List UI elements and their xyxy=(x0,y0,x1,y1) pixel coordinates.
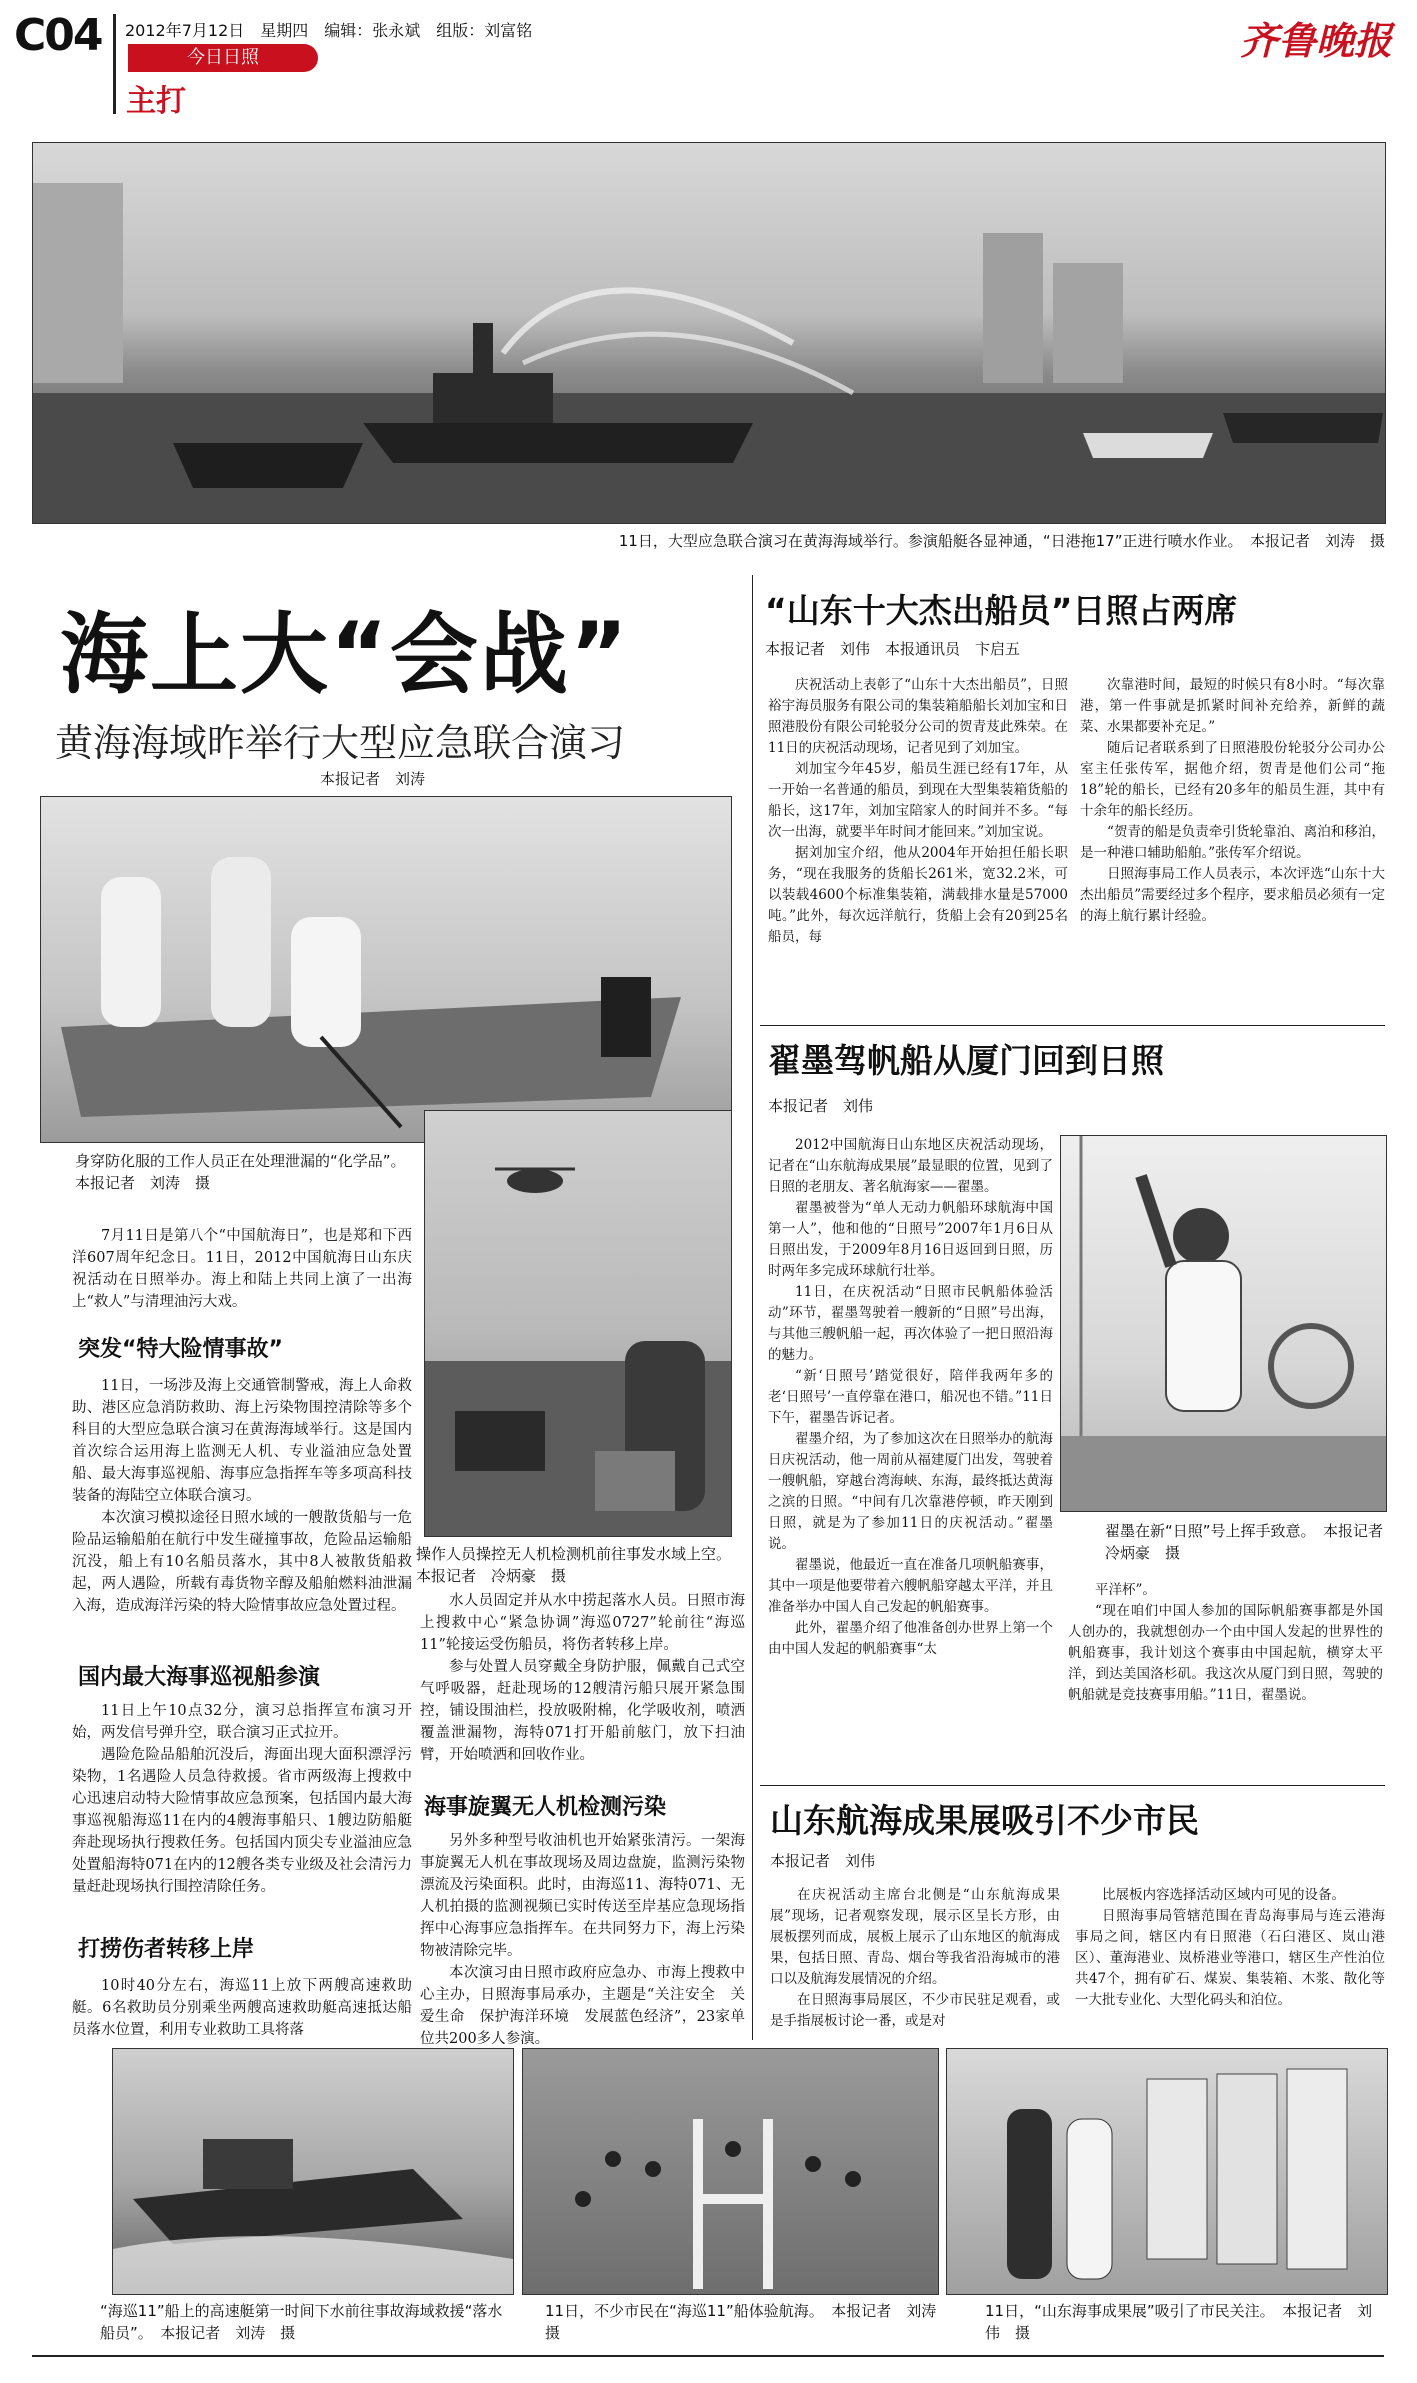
main-intro: 7月11日是第八个“中国航海日”，也是郑和下西洋607周年纪念日。11日，2012中国航海日山东庆祝活动在日照举办。海上和陆上共同上演了一出海上“救人”与清理油污大戏。 xyxy=(72,1228,412,1310)
section-badge: 今日日照 xyxy=(128,44,318,72)
paragraph: 遇险危险品船舶沉没后，海面出现大面积漂浮污染物，1名遇险人员急待救援。省市两级海上搜救中心迅速启动特大险情事故应急预案，包括国内最大海事巡视船海巡11在内的4艘海事船只、1艘边防船艇奔赴现场执行搜救任务。包括国内顶尖专业溢油应急处置船海特071在内的12艘各类专业级及社会清污力量赶赴现场执行围控清除任务。 xyxy=(72,1747,412,1895)
page-code: C04 xyxy=(14,10,102,61)
paragraph: 庆祝活动上表彰了“山东十大杰出船员”，日照裕宇海员服务有限公司的集装箱船船长刘加宝和日照港股份有限公司轮驳分公司的贺青芨此殊荣。在11日的庆祝活动现场，记者见到了刘加宝。 xyxy=(768,677,1068,756)
date-line: 2012年7月12日 星期四 编辑：张永斌 组版：刘富铭 xyxy=(125,21,533,40)
story3-headline: 翟墨驾帆船从厦门回到日照 xyxy=(768,1041,1164,1080)
main-section3-body xyxy=(72,1975,412,2041)
paragraph: 比展板内容选择活动区域内可见的设备。 xyxy=(1102,1887,1345,1903)
story2-byline: 本报记者 刘伟 本报通讯员 卞启五 xyxy=(765,640,1021,658)
paragraph: 水人员固定并从水中捞起落水人员。日照市海上搜救中心“紧急协调”海巡0727”轮前往“海巡11”轮接运受伤船员，将伤者转移上岸。 xyxy=(420,1593,745,1653)
paragraph: 参与处置人员穿戴全身防护服，佩戴自己式空气呼吸器，赶赴现场的12艘清污船只展开紧急围控，铺设围油栏，投放吸附棉，化学吸收剂，喷洒覆盖泄漏物，海特071打开船前舷门，放下扫油臂，开始喷洒和回收作业。 xyxy=(420,1659,745,1763)
main-section4-title: 海事旋翼无人机检测污染 xyxy=(424,1795,667,1820)
paragraph: 在日照海事局展区，不少市民驻足观看，或是手指展板讨论一番，或是对 xyxy=(770,1992,1060,2029)
paragraph: 平洋杯”。 xyxy=(1095,1582,1156,1598)
top-photo-caption: 11日，大型应急联合演习在黄海海域举行。参演船艇各显神通，“日港拖17”正进行喷水作业。 本报记者 刘涛 摄 xyxy=(618,532,1385,550)
main-headline: 海上大“会战” xyxy=(60,603,630,706)
paragraph: 日照海事局管辖范围在青岛海事局与连云港海事局之间，辖区内有日照港（石臼港区、岚山港区）、董海港业、岚桥港业等港口，辖区生产性泊位共47个，拥有矿石、煤炭、集装箱、木浆、散化等一大批专业化、大型化码头和泊位。 xyxy=(1075,1908,1385,2008)
story3-photo-sailor-waving xyxy=(1060,1135,1387,1512)
paragraph: 11日上午10点32分，演习总指挥宣布演习开始，两发信号弹升空，联合演习正式拉开。 xyxy=(72,1703,412,1741)
paragraph: “新‘日照号’踏觉很好，陪伴我两年多的老‘日照号’一直停靠在港口，船况也不错。”11日下午，翟墨告诉记者。 xyxy=(768,1368,1053,1426)
paragraph: 刘加宝今年45岁，船员生涯已经有17年，从一开始一名普通的船员，到现在大型集装箱货船的船长，这17年，刘加宝陪家人的时间并不多。“每次一出海，就要半年时间才能回来。”刘加宝说。 xyxy=(768,761,1068,840)
paragraph: 2012中国航海日山东地区庆祝活动现场，记者在“山东航海成果展”最显眼的位置，见到了日照的老朋友、著名航海家——翟墨。 xyxy=(768,1137,1053,1195)
bottom-photo-rescue-boat xyxy=(112,2048,514,2295)
story4-headline: 山东航海成果展吸引不少市民 xyxy=(770,1801,1199,1840)
footer-rule xyxy=(32,2355,1384,2357)
story2-col1-body xyxy=(768,675,1068,948)
story3-byline: 本报记者 刘伟 xyxy=(768,1097,874,1115)
story3-photo-caption: 翟墨在新“日照”号上挥手致意。 本报记者 冷炳豪 摄 xyxy=(1105,1522,1399,1562)
paper-name-logo: 齐鲁晚报 xyxy=(1240,18,1393,63)
bottom-photo-exhibition xyxy=(946,2048,1388,2295)
main-section1-body xyxy=(72,1375,412,1617)
story2-col2-body xyxy=(1080,675,1385,927)
main-photo-drone-operators xyxy=(424,1110,732,1537)
main-col2-body xyxy=(420,1590,745,1766)
story-divider xyxy=(760,1025,1385,1026)
main-section2-title: 国内最大海事巡视船参演 xyxy=(78,1665,321,1690)
paragraph: “贺青的船是负责牵引货轮靠泊、离泊和移泊，是一种港口辅助船舶。”张传军介绍说。 xyxy=(1080,824,1385,861)
paragraph: 翟墨说，他最近一直在准备几项帆船赛事，其中一项是他要带着六艘帆船穿越太平洋，并且准备举办中国人自己发起的帆船赛事。 xyxy=(768,1557,1053,1615)
story2-headline: “山东十大杰出船员”日照占两席 xyxy=(765,591,1238,630)
paragraph: 另外多种型号收油机也开始紧张清污。一架海事旋翼无人机在事故现场及周边盘旋，监测污染物漂流及污染面积。此时，由海巡11、海特071、无人机拍摄的监测视频已实时传送至岸基应急现场指挥中心海事应急指挥车。在共同努力下，海上污染物被清除完毕。 xyxy=(420,1833,745,1959)
paragraph: “现在咱们中国人参加的国际帆船赛事都是外国人创办的，我就想创办一个由中国人发起的世界性的帆船赛事，我计划这个赛事由中国起航，横穿太平洋，到达美国洛杉矶。我这次从厦门到日照，驾驶的帆船就是竞技赛事用船。”11日，翟墨说。 xyxy=(1068,1603,1383,1703)
paragraph: 在庆祝活动主席台北侧是“山东航海成果展”现场，记者观察发现，展示区呈长方形，由展板摆列而成，展板上展示了山东地区的航海成果，包括日照、青岛、烟台等我省沿海城市的港口以及航海发展情况的介绍。 xyxy=(770,1887,1060,1987)
paragraph: 10时40分左右，海巡11上放下两艘高速救助艇。6名救助员分别乘坐两艘高速救助艇高速抵达船员落水位置，利用专业救助工具将落 xyxy=(72,1978,412,2038)
main-photo-hazmat-workers xyxy=(40,796,732,1143)
paragraph: 次靠港时间，最短的时候只有8小时。“每次靠港，第一件事就是抓紧时间补充给养，新鲜的蔬菜、水果都要补充足。” xyxy=(1080,677,1385,735)
bottom-photo-helipad-crowd xyxy=(522,2048,939,2295)
story4-col2-body xyxy=(1075,1885,1385,2011)
main-section1-title: 突发“特大险情事故” xyxy=(78,1337,283,1362)
paragraph: 11日，在庆祝活动“日照市民帆船体验活动”环节，翟墨驾驶着一艘新的“日照”号出海，与其他三艘帆船一起，再次体验了一把日照沿海的魅力。 xyxy=(768,1284,1053,1363)
paragraph: 翟墨介绍，为了参加这次在日照举办的航海日庆祝活动，他一周前从福建厦门出发，驾驶着一艘帆船，穿越台湾海峡、东海，最终抵达黄海之滨的日照。“中间有几次靠港停顿，昨天刚到日照，就是为了参加11日的庆祝活动。”翟墨说。 xyxy=(768,1431,1053,1552)
bottom-photo2-caption: 11日，不少市民在“海巡11”船体验航海。 本报记者 刘涛 摄 xyxy=(545,2302,952,2342)
paragraph: 11日，一场涉及海上交通管制警戒，海上人命救助、港区应急消防救助、海上污染物围控清除等多个科目的大型应急联合演习在黄海海域举行。这是国内首次综合运用海上监测无人机、专业溢油应急处置船、最大海事巡视船、海事应急指挥车等多项高科技装备的海陆空立体联合演习。 xyxy=(72,1378,412,1504)
paragraph: 本次演习模拟途径日照水域的一艘散货船与一危险品运输船舶在航行中发生碰撞事故，危险品运输船沉没，船上有10名船员落水，其中8人被散货船救起，两人遇险，所载有毒货物辛醇及船舶燃料油泄漏入海，造成海洋污染的特大险情事故应急处置过程。 xyxy=(72,1510,412,1614)
main-byline: 本报记者 刘涛 xyxy=(320,770,426,788)
paragraph: 日照海事局工作人员表示，本次评选“山东十大杰出船员”需要经过多个程序，要求船员必须有一定的海上航行累计经验。 xyxy=(1080,866,1385,924)
paragraph: 翟墨被誉为“单人无动力帆船环球航海中国第一人”，他和他的“日照号”2007年1月6日从日照出发，于2009年8月16日返回到日照，历时两年多完成环球航行壮举。 xyxy=(768,1200,1053,1279)
main-subheadline: 黄海海域昨举行大型应急联合演习 xyxy=(55,721,626,765)
main-photo1-caption: 身穿防化服的工作人员正在处理泄漏的“化学品”。 本报记者 刘涛 摄 xyxy=(75,1152,414,1192)
paragraph: 随后记者联系到了日照港股份轮驳分公司办公室主任张传军，据他介绍，贺青是他们公司“拖18”轮的船长，已经有20多年的船员生涯，其中有十余年的船长经历。 xyxy=(1080,740,1385,819)
main-photo2-caption: 操作人员操控无人机检测机前往事发水域上空。 本报记者 冷炳豪 摄 xyxy=(416,1545,739,1585)
section-title: 主打 xyxy=(126,84,186,119)
top-photo-harbor-drill xyxy=(32,142,1386,524)
paragraph: 据刘加宝介绍，他从2004年开始担任船长职务，“现在我服务的货船长261米，宽32.2米，可以装载4600个标准集装箱，满载排水量是57000吨。”此外，每次远洋航行，货船上会有20到25名船员，每 xyxy=(768,845,1068,945)
main-section3-title: 打捞伤者转移上岸 xyxy=(78,1937,255,1962)
main-section2-body xyxy=(72,1700,412,1898)
column-divider xyxy=(752,575,753,2040)
header-divider xyxy=(113,14,116,114)
story4-byline: 本报记者 刘伟 xyxy=(770,1852,876,1870)
story4-col1-body xyxy=(770,1885,1060,2032)
main-section4-body xyxy=(420,1830,745,2050)
story3-col1-body xyxy=(768,1135,1053,1660)
story-divider xyxy=(760,1785,1385,1786)
bottom-photo3-caption: 11日，“山东海事成果展”吸引了市民关注。 本报记者 刘伟 摄 xyxy=(985,2302,1373,2342)
paragraph: 本次演习由日照市政府应急办、市海上搜救中心主办，日照海事局承办，主题是“关注安全 关爱生命 保护海洋环境 发展蓝色经济”，23家单位共200多人参演。 xyxy=(420,1965,745,2047)
bottom-photo1-caption: “海巡11”船上的高速艇第一时间下水前往事故海域救援“落水船员”。 本报记者 刘涛 摄 xyxy=(100,2302,503,2342)
paragraph: 此外，翟墨介绍了他准备创办世界上第一个由中国人发起的帆船赛事“太 xyxy=(768,1620,1053,1657)
story3-col2-body xyxy=(1068,1580,1383,1706)
